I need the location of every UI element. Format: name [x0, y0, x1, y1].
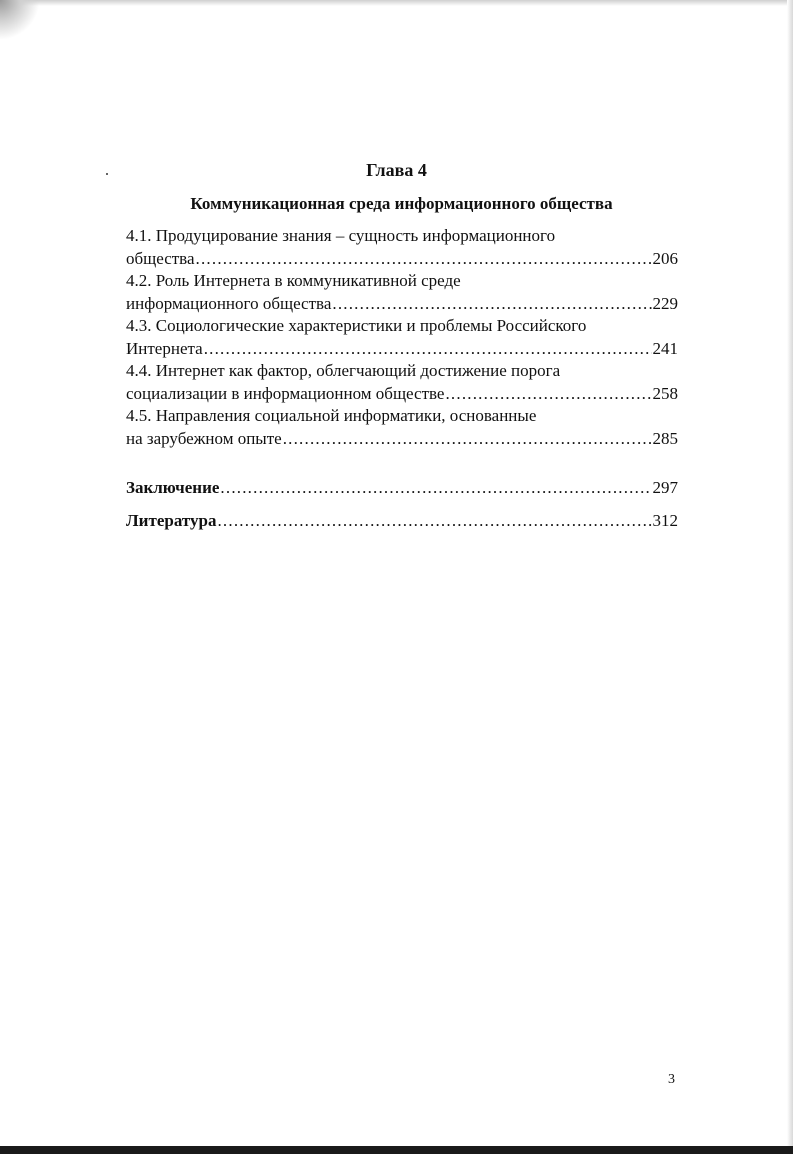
- chapter-subtitle: Коммуникационная среда информационного общества: [190, 194, 613, 213]
- chapter-title: Глава 4: [366, 160, 427, 180]
- toc-entry-title-end: общества: [126, 248, 195, 268]
- dot-leader: [445, 383, 651, 406]
- toc-entry-page: 241: [652, 338, 678, 358]
- table-of-contents: [126, 225, 678, 450]
- toc-entry-title: 4.2. Роль Интернета в коммуникативной среде: [126, 271, 461, 290]
- toc-entry-page: 297: [652, 478, 678, 497]
- scan-top-edge: [0, 0, 793, 6]
- toc-entry-title: 4.1. Продуцирование знания – сущность информационного: [126, 226, 556, 245]
- toc-entry-4-3[interactable]: [126, 315, 678, 360]
- dot-leader: [332, 293, 651, 316]
- toc-entry-title-end: Интернета: [126, 338, 203, 358]
- toc-entry-line: [126, 428, 678, 451]
- toc-entry-page: 229: [652, 293, 678, 313]
- toc-entry-4-5[interactable]: [126, 405, 678, 450]
- toc-entry-title-end: социализации в информационном обществе: [126, 383, 445, 403]
- dot-leader: [204, 338, 652, 361]
- toc-entry-title-end: информационного общества: [126, 293, 332, 313]
- toc-entry-title: 4.5. Направления социальной информатики, основанные: [126, 406, 537, 425]
- toc-entry-page: 285: [652, 428, 678, 448]
- toc-entry-line: [126, 477, 678, 500]
- scan-corner-shadow: [0, 0, 40, 40]
- dot-leader: [196, 248, 652, 271]
- toc-entry-title-end: на зарубежном опыте: [126, 428, 282, 448]
- dot-leader: [217, 510, 651, 533]
- toc-entry-title: 4.4. Интернет как фактор, облегчающий достижение порога: [126, 361, 561, 380]
- page-number: 3: [668, 1072, 675, 1087]
- toc-entry-title: 4.3. Социологические характеристики и проблемы Российского: [126, 316, 587, 335]
- toc-entry-line: [126, 510, 678, 533]
- toc-entry-page: 312: [652, 511, 678, 530]
- toc-entry-title: Литература: [126, 511, 217, 530]
- toc-entry-conclusion[interactable]: [126, 477, 678, 500]
- toc-entry-line: [126, 338, 678, 361]
- toc-entry-line: [126, 293, 678, 316]
- toc-entry-line: [126, 248, 678, 271]
- toc-entry-4-1[interactable]: [126, 225, 678, 270]
- toc-entry-page: 258: [652, 383, 678, 403]
- dot-leader: [283, 428, 652, 451]
- toc-entry-4-4[interactable]: [126, 360, 678, 405]
- scan-bottom-edge: [0, 1146, 793, 1154]
- toc-entry-literature[interactable]: [126, 510, 678, 533]
- toc-entry-title: Заключение: [126, 478, 220, 497]
- dot-leader: [220, 477, 651, 500]
- toc-entry-page: 206: [652, 248, 678, 268]
- toc-entry-4-2[interactable]: [126, 270, 678, 315]
- toc-entry-line: [126, 383, 678, 406]
